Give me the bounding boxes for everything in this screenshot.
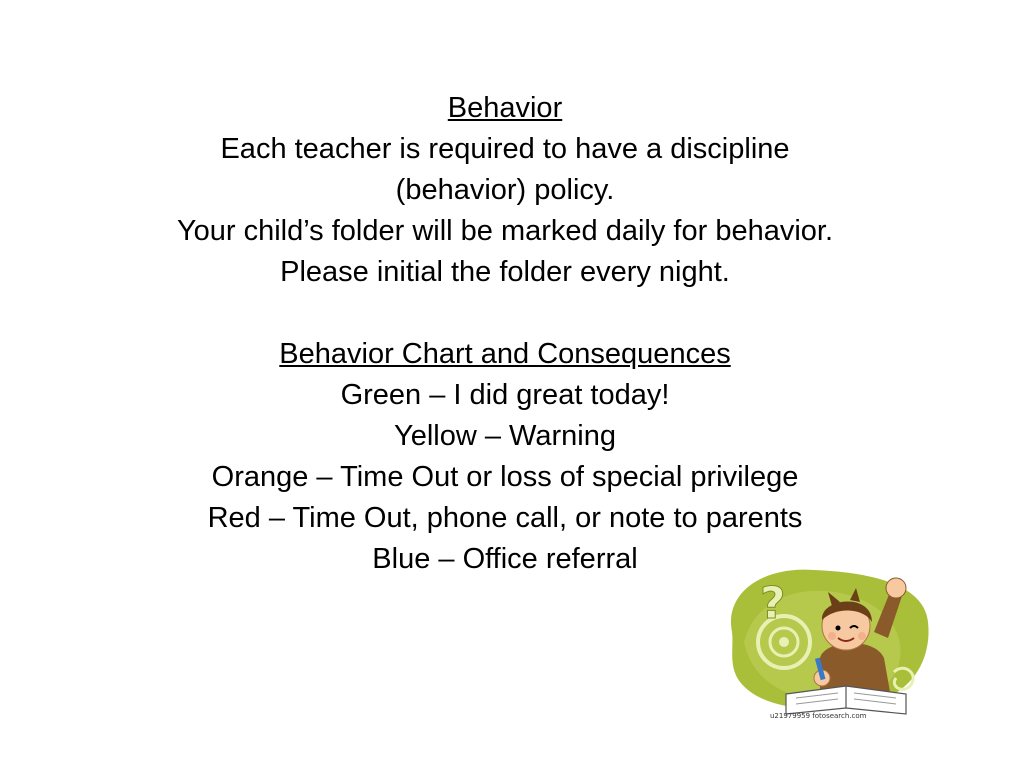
chart-item-green: Green – I did great today! [340, 379, 670, 411]
student-clipart [724, 562, 932, 726]
section-spacer [0, 293, 1010, 334]
chart-heading: Behavior Chart and Consequences [279, 338, 731, 370]
chart-item-blue: Blue – Office referral [372, 543, 638, 575]
slide-text [0, 88, 1010, 580]
policy-line-1: Each teacher is required to have a discipline [220, 133, 790, 165]
policy-line-3: Your child’s folder will be marked daily for behavior. [176, 215, 834, 247]
behavior-heading: Behavior [447, 92, 563, 124]
student-reading-illustration [724, 562, 932, 726]
chart-item-yellow: Yellow – Warning [394, 420, 616, 452]
svg-text:?: ? [760, 578, 786, 629]
clipart-credit: u21979959 fotosearch.com [770, 712, 867, 720]
chart-item-orange: Orange – Time Out or loss of special privilege [211, 461, 799, 493]
policy-line-2: (behavior) policy. [395, 174, 615, 206]
chart-item-red: Red – Time Out, phone call, or note to parents [207, 502, 803, 534]
policy-line-4: Please initial the folder every night. [280, 256, 730, 288]
